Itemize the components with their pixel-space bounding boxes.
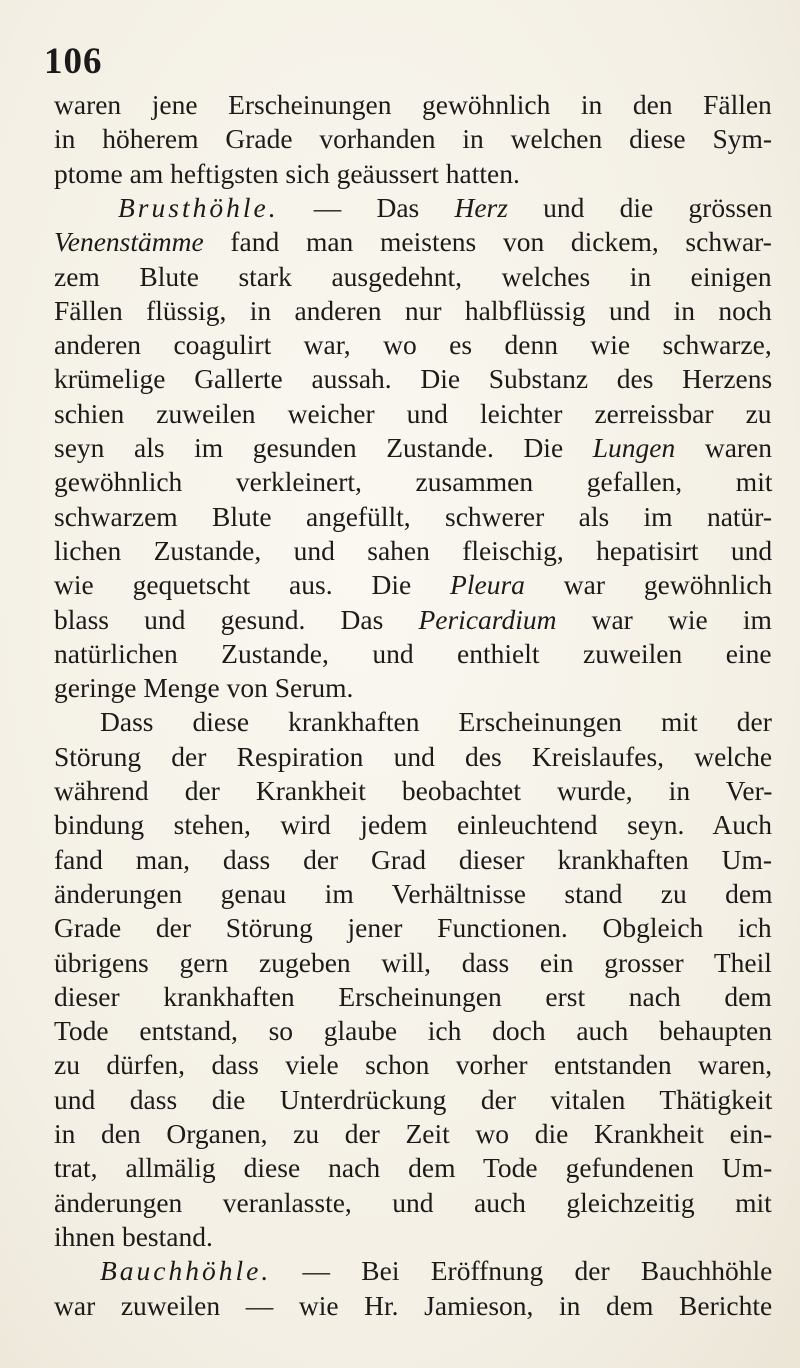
text-run: ptome am heftigsten sich geäussert hatten. [54,157,520,189]
text-run: und dass die Unterdrückung der vitalen Thätigkeit [54,1083,773,1115]
text-run: wie gequetscht aus. Die [54,569,451,601]
text-run: seyn als im gesunden Zustande. Die [54,432,593,463]
text-line [54,365,772,393]
text-line [54,811,772,839]
italic-term: Lungen [592,432,676,463]
text-line [54,468,772,496]
text-run: geringe Menge von Serum. [54,672,354,704]
text-run: war zuweilen — wie Hr. Jamieson, in dem Berichte [54,1289,773,1321]
text-run: übrigens gern zugeben will, dass ein grosser Theil [54,946,772,978]
text-line [54,157,520,189]
text-run: — Das [278,191,455,223]
text-line [54,228,772,256]
text-run: gewöhnlich verkleinert, zusammen gefallen, mit [54,466,773,498]
text-run: trat, allmälig diese nach dem Tode gefundenen Um- [54,1152,773,1184]
text-run: bindung stehen, wird jedem einleuchtend seyn. Auch [54,809,772,841]
text-line [54,1017,772,1045]
text-run: war wie im [556,603,772,635]
text-run: krümelige Gallerte aussah. Die Substanz des Herzens [54,363,773,395]
text-line [54,740,773,772]
text-line [54,777,772,805]
text-run: Tode entstand, so glaube ich doch auch behaupten [54,1015,772,1047]
text-line [54,260,772,292]
text-line [54,1120,772,1148]
text-line [54,1289,773,1321]
text-line [100,1257,772,1285]
page-number: 106 [44,41,103,82]
text-line [54,980,772,1012]
text-line [118,191,773,223]
text-run: lichen Zustande, und sahen fleischig, hepatisirt und [54,534,773,566]
text-line [54,637,772,669]
text-line [54,125,772,153]
text-run: in den Organen, zu der Zeit wo die Krankheit ein- [54,1118,773,1149]
text-run: — Bei Eröffnung der Bauchhöhle [271,1255,773,1287]
text-run: ihnen bestand. [54,1220,213,1252]
text-line [54,434,772,462]
text-line [54,877,773,909]
text-line [54,1220,213,1252]
text-run: änderungen veranlasste, und auch gleichzeitig mit [54,1186,772,1218]
text-line [54,331,772,359]
text-line [54,294,772,326]
text-run: fand man meistens von dickem, schwar- [203,226,772,258]
text-line [54,1051,772,1079]
text-run: dieser krankhaften Erscheinungen erst nach dem [54,980,772,1012]
section-heading: Brusthöhle. [118,191,279,223]
text-line [54,91,772,119]
text-run: fand man, dass der Grad dieser krankhaften Um- [54,843,773,875]
text-run: zu dürfen, dass viele schon vorher entstanden waren, [54,1049,773,1081]
text-run: Dass diese krankhaften Erscheinungen mit der [100,706,772,738]
text-line [54,603,772,635]
text-run: änderungen genau im Verhältnisse stand zu dem [54,877,773,909]
text-line [54,1186,772,1218]
italic-term: Pleura [450,569,525,601]
text-line [54,571,772,599]
text-line [54,674,353,702]
text-line [54,843,773,875]
text-run: waren [675,432,773,463]
text-line [54,500,773,532]
text-run: in höherem Grade vorhanden in welchen diese Sym- [54,123,773,155]
text-line [54,914,772,942]
text-line [54,1154,772,1182]
italic-term: Pericardium [418,603,557,635]
text-run: anderen coagulirt war, wo es denn wie schwarze, [54,329,772,361]
text-run: Fällen flüssig, in anderen nur halbflüssig und in noch [54,294,772,326]
text-line [54,534,773,566]
text-run: Störung der Respiration und des Kreislaufes, welche [54,740,773,772]
text-run: zem Blute stark ausgedehnt, welches in einigen [54,260,772,292]
text-run: während der Krankheit beobachtet wurde, in Ver- [54,775,773,806]
text-run: und die grössen [507,191,773,223]
text-line [54,946,772,978]
italic-term: Herz [454,191,508,223]
section-heading: Bauchhöhle. [100,1255,272,1287]
text-line [100,708,772,736]
text-run: schwarzem Blute angefüllt, schwerer als im natür- [54,500,773,532]
text-line [54,397,772,429]
text-run: blass und gesund. Das [54,603,419,635]
text-run: Grade der Störung jener Functionen. Obgleich ich [54,912,772,944]
text-run: waren jene Erscheinungen gewöhnlich in den Fällen [54,89,772,120]
text-line [54,1083,773,1115]
text-run: war gewöhnlich [524,569,773,601]
italic-term: Venenstämme [54,226,204,258]
text-run: natürlichen Zustande, und enthielt zuweilen eine [54,637,772,669]
text-run: schien zuweilen weicher und leichter zerreissbar zu [54,397,772,429]
